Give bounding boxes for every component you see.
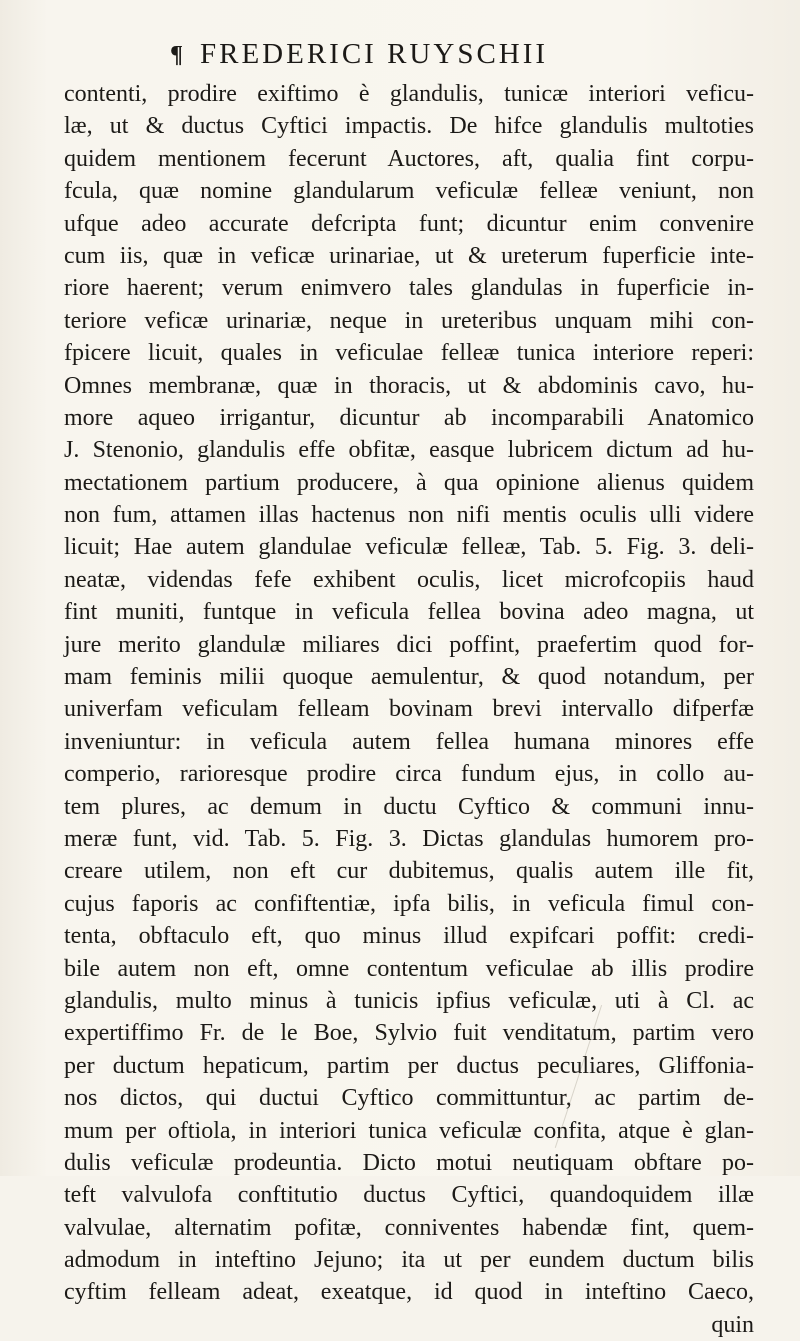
- text-line: quidem mentionem fecerunt Auctores, aft, qualia fint corpu-: [64, 145, 754, 172]
- text-line: cyftim felleam adeat, exeatque, id quod in inteftino Caeco,: [64, 1279, 754, 1306]
- text-line: meræ funt, vid. Tab. 5. Fig. 3. Dictas glandulas humorem pro-: [64, 825, 754, 852]
- text-line: inveniuntur: in veficula autem fellea humana minores effe: [64, 728, 754, 755]
- text-line: J. Stenonio, glandulis effe obfitæ, easque lubricem dictum ad hu-: [64, 437, 754, 464]
- page-header: [170, 38, 730, 74]
- running-title: FREDERICI RUYSCHII: [200, 38, 549, 70]
- text-line: more aqueo irrigantur, dicuntur ab incomparabili Anatomico: [64, 404, 754, 431]
- text-line: jure merito glandulæ miliares dici poffint, praefertim quod for-: [64, 631, 754, 658]
- text-line: comperio, rarioresque prodire circa fundum ejus, in collo au-: [64, 761, 754, 788]
- text-line: neatæ, videndas fefe exhibent oculis, licet microfcopiis haud: [64, 566, 754, 593]
- text-line: nos dictos, qui ductui Cyftico committuntur, ac partim de-: [64, 1085, 754, 1112]
- text-line: tem plures, ac demum in ductu Cyftico & communi innu-: [64, 793, 754, 820]
- text-line: ufque adeo accurate defcripta funt; dicuntur enim convenire: [64, 210, 754, 237]
- text-line: univerfam veficulam felleam bovinam brevi intervallo difperfæ: [64, 696, 754, 723]
- text-line: creare utilem, non eft cur dubitemus, qualis autem ille fit,: [64, 858, 754, 885]
- text-line: fcula, quæ nomine glandularum veficulæ felleæ veniunt, non: [64, 178, 754, 205]
- catchword: quin: [711, 1311, 754, 1338]
- text-line: non fum, attamen illas hactenus non nifi mentis oculis ulli videre: [64, 502, 754, 529]
- text-line: dulis veficulæ prodeuntia. Dicto motui neutiquam obftare po-: [64, 1149, 754, 1176]
- text-line: mam feminis milii quoque aemulentur, & quod notandum, per: [64, 664, 754, 691]
- signature-mark: ¶: [170, 42, 183, 68]
- text-line: mum per oftiola, in interiori tunica veficulæ confita, atque è glan-: [64, 1117, 754, 1144]
- text-line: cum iis, quæ in veficæ urinariae, ut & ureterum fuperficie inte-: [64, 242, 754, 269]
- text-line: bile autem non eft, omne contentum veficulae ab illis prodire: [64, 955, 754, 982]
- text-line: teriore veficæ urinariæ, neque in ureteribus unquam mihi con-: [64, 307, 754, 334]
- text-line: teft valvulofa conftitutio ductus Cyftici, quandoquidem illæ: [64, 1182, 754, 1209]
- text-line: læ, ut & ductus Cyftici impactis. De hifce glandulis multoties: [64, 113, 754, 140]
- text-line: tenta, obftaculo eft, quo minus illud expifcari poffit: credi-: [64, 923, 754, 950]
- text-line: Omnes membranæ, quæ in thoracis, ut & abdominis cavo, hu-: [64, 372, 754, 399]
- text-line: glandulis, multo minus à tunicis ipfius veficulæ, uti à Cl. ac: [64, 987, 754, 1014]
- text-line: expertiffimo Fr. de le Boe, Sylvio fuit venditatum, partim vero: [64, 1020, 754, 1047]
- text-line: per ductum hepaticum, partim per ductus peculiares, Gliffonia-: [64, 1052, 754, 1079]
- text-line: admodum in inteftino Jejuno; ita ut per eundem ductum bilis: [64, 1247, 754, 1274]
- text-line: fint muniti, funtque in veficula fellea bovina adeo magna, ut: [64, 599, 754, 626]
- text-line: cujus faporis ac confiftentiæ, ipfa bilis, in veficula fimul con-: [64, 890, 754, 917]
- text-line: contenti, prodire exiftimo è glandulis, tunicæ interiori veficu-: [64, 81, 754, 107]
- text-line: valvulae, alternatim pofitæ, conniventes habendæ fint, quem-: [64, 1214, 754, 1241]
- text-line: fpicere licuit, quales in veficulae felleæ tunica interiore reperi:: [64, 340, 754, 367]
- text-line: mectationem partium producere, à qua opinione alienus quidem: [64, 469, 754, 496]
- text-line: riore haerent; verum enimvero tales glandulas in fuperficie in-: [64, 275, 754, 302]
- text-line: licuit; Hae autem glandulae veficulæ felleæ, Tab. 5. Fig. 3. deli-: [64, 534, 754, 561]
